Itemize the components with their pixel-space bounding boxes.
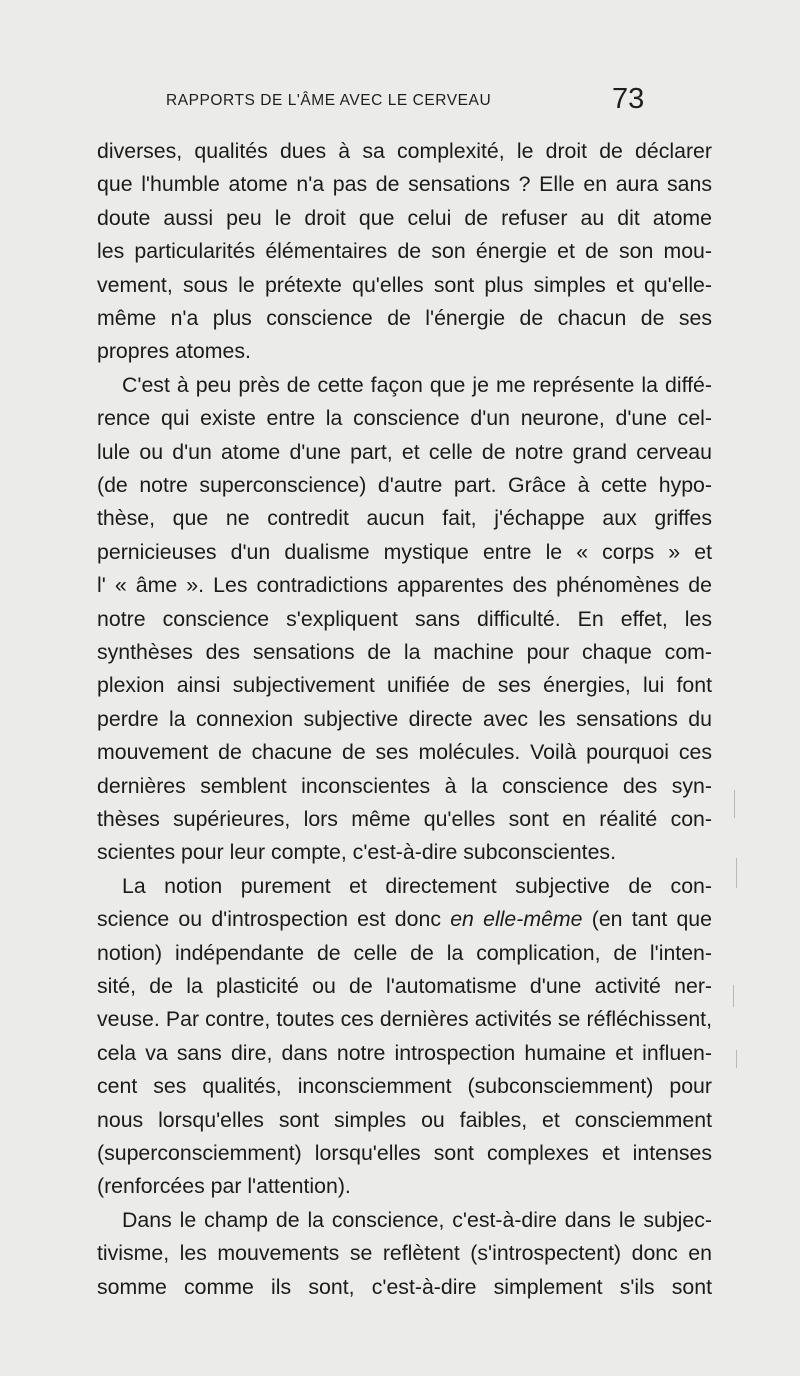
page-number: 73: [612, 83, 645, 115]
text-line: tivisme, les mouvements se reflètent (s'introspectent) donc en: [97, 1241, 712, 1266]
text-line: synthèses des sensations de la machine pour chaque com-: [97, 640, 712, 664]
text-line: rence qui existe entre la conscience d'un neurone, d'une cel-: [97, 406, 712, 431]
margin-pencil-mark: [736, 858, 737, 888]
text-line: thèse, que ne contredit aucun fait, j'échappe aux griffes: [97, 506, 712, 531]
text-line: pernicieuses d'un dualisme mystique entre le « corps » et: [97, 539, 712, 564]
text-line: même n'a plus conscience de l'énergie de chacun de ses: [97, 306, 712, 330]
text-line: cela va sans dire, dans notre introspection humaine et influen-: [97, 1040, 712, 1065]
text-line: notion) indépendante de celle de la complication, de l'inten-: [97, 940, 712, 965]
text-line: lule ou d'un atome d'une part, et celle de notre grand cerveau: [97, 439, 712, 464]
text-line: C'est à peu près de cette façon que je me représente la diffé-: [122, 372, 712, 397]
text-line: cent ses qualités, inconsciemment (subconsciemment) pour: [97, 1074, 712, 1099]
margin-pencil-mark: [734, 790, 735, 818]
text-line: nous lorsqu'elles sont simples ou faibles, et consciemment: [97, 1107, 712, 1132]
text-line: dernières semblent inconscientes à la conscience des syn-: [97, 773, 712, 798]
text-line: les particularités élémentaires de son énergie et de son mou-: [97, 239, 712, 264]
margin-pencil-mark: [733, 985, 734, 1007]
text-line: diverses, qualités dues à sa complexité, le droit de déclarer: [97, 139, 712, 163]
text-line: sité, de la plasticité ou de l'automatisme d'une activité ner-: [97, 974, 712, 998]
text-segment: science ou d'introspection est donc: [97, 907, 451, 932]
text-line: thèses supérieures, lors même qu'elles sont en réalité con-: [97, 807, 712, 831]
text-line: somme comme ils sont, c'est-à-dire simplement s'ils sont: [97, 1274, 712, 1299]
text-line: l' « âme ». Les contradictions apparentes des phénomènes de: [97, 573, 712, 598]
text-line: La notion purement et directement subjective de con-: [122, 873, 712, 898]
text-line: propres atomes.: [97, 339, 251, 364]
text-line: veuse. Par contre, toutes ces dernières activités se réfléchissent,: [97, 1007, 712, 1032]
text-line: (superconsciemment) lorsqu'elles sont complexes et intenses: [97, 1141, 712, 1165]
running-title: RAPPORTS DE L'ÂME AVEC LE CERVEAU: [166, 92, 492, 109]
text-line: plexion ainsi subjectivement unifiée de ses énergies, lui font: [97, 673, 712, 698]
text-line: Dans le champ de la conscience, c'est-à-dire dans le subjec-: [122, 1207, 712, 1232]
text-line: (de notre superconscience) d'autre part. Grâce à cette hypo-: [97, 473, 712, 497]
text-line: vement, sous le prétexte qu'elles sont plus simples et qu'elle-: [97, 272, 712, 297]
text-line: scientes pour leur compte, c'est-à-dire subconscientes.: [97, 840, 616, 865]
text-line: [97, 904, 712, 934]
italic-phrase: en elle-même: [450, 907, 583, 932]
text-line: notre conscience s'expliquent sans difficulté. En effet, les: [97, 606, 712, 631]
running-head: [166, 83, 766, 118]
text-line: mouvement de chacune de ses molécules. Voilà pourquoi ces: [97, 740, 712, 765]
text-line: (renforcées par l'attention).: [97, 1174, 351, 1199]
margin-pencil-mark: [736, 1050, 737, 1068]
text-segment: (en tant que: [582, 907, 712, 932]
text-line: doute aussi peu le droit que celui de refuser au dit atome: [97, 205, 712, 230]
text-line: que l'humble atome n'a pas de sensations ? Elle en aura sans: [97, 172, 712, 197]
text-line: perdre la connexion subjective directe avec les sensations du: [97, 706, 712, 731]
